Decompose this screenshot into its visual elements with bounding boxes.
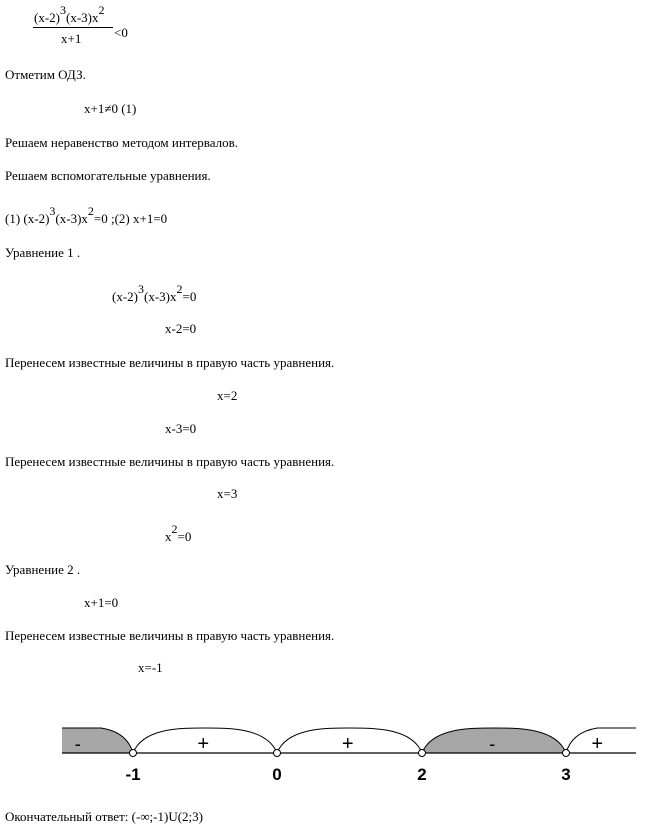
aux-exp2: 2 (87, 204, 94, 218)
critical-point-label: 3 (561, 765, 571, 784)
numerator-exp-b: 2 (98, 3, 105, 17)
equation1-root2: x=3 (217, 486, 238, 501)
eq1-part-a: (x-2) (112, 289, 138, 304)
inequality-relation: <0 (114, 25, 128, 40)
equation1-root1: x=2 (217, 388, 238, 403)
eq1-exp-b: 2 (176, 282, 183, 296)
odz-condition: x+1≠0 (1) (84, 101, 137, 116)
interval-sign: + (197, 733, 209, 755)
inequality-denominator: x+1 (61, 31, 82, 46)
equation2-transfer: Перенесем известные величины в правую часть уравнения. (5, 628, 335, 643)
interval-shade (62, 728, 133, 753)
aux-mid: (x-3)x (55, 211, 88, 226)
equation1-factor3 (165, 522, 192, 545)
eq1-part-b: (x-3)x (144, 289, 177, 304)
aux-suffix: =0 ;(2) x+1=0 (93, 211, 168, 226)
aux-text: Решаем вспомогательные уравнения. (5, 168, 211, 183)
equation1-transfer2: Перенесем известные величины в правую часть уравнения. (5, 454, 335, 469)
eq1-exp-a: 3 (138, 282, 144, 296)
equation1-factor1: x-2=0 (165, 321, 197, 336)
number-line (0, 720, 647, 790)
interval-sign: + (341, 733, 354, 755)
equation1-heading: Уравнение 1 . (5, 245, 81, 260)
numerator-part-a: (x-2) (34, 10, 60, 25)
aux-prefix: (1) (x-2) (5, 211, 50, 226)
equation1-factor2: x-3=0 (165, 421, 197, 436)
numerator-part-b: (x-3)x (66, 10, 99, 25)
critical-point-label: 0 (272, 765, 282, 784)
factor3-end: =0 (177, 529, 192, 544)
equation2-eq: x+1=0 (84, 595, 119, 610)
critical-point (274, 750, 281, 757)
critical-point (419, 750, 426, 757)
aux-exp1: 3 (49, 204, 56, 218)
critical-point-label: 2 (417, 765, 427, 784)
eq1-end: =0 (182, 289, 197, 304)
interval-sign: + (591, 733, 603, 755)
critical-point (130, 750, 137, 757)
equation2-root: x=-1 (138, 660, 163, 675)
interval-sign: - (74, 734, 81, 754)
inequality-numerator (34, 3, 105, 26)
aux-equations (5, 204, 168, 227)
numerator-exp-a: 3 (60, 3, 66, 17)
equation2-heading: Уравнение 2 . (5, 562, 81, 577)
critical-point (563, 750, 570, 757)
fraction-bar (33, 27, 113, 28)
interval-sign: - (489, 734, 495, 754)
factor3-base: x (165, 529, 172, 544)
equation1-main (112, 282, 197, 305)
odz-heading: Отметим ОДЗ. (5, 67, 86, 82)
method-text: Решаем неравенство методом интервалов. (5, 135, 238, 150)
equation1-transfer1: Перенесем известные величины в правую часть уравнения. (5, 355, 335, 370)
factor3-exp: 2 (171, 522, 178, 536)
final-answer: Окончательный ответ: (-∞;-1)U(2;3) (5, 809, 203, 824)
critical-point-label: -1 (125, 765, 141, 784)
